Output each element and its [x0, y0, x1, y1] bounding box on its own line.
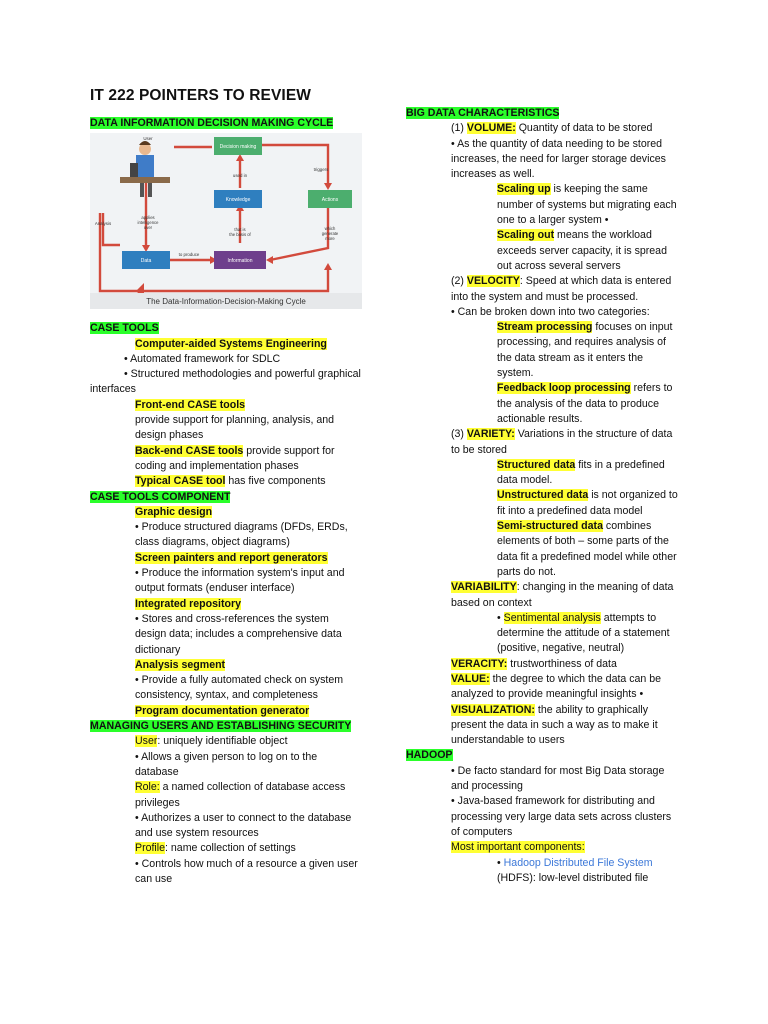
user-label: User — [143, 136, 153, 142]
svg-text:intelligence: intelligence — [137, 220, 159, 226]
user-text: : uniquely identifiable object — [157, 735, 288, 748]
graphic-term: Graphic design — [135, 505, 213, 518]
analysis-term: Analysis segment — [135, 658, 226, 671]
user-term: User — [135, 735, 158, 748]
hdfs-prefix: • — [497, 856, 504, 869]
scaling-out-text: means the workload exceeds server capacity, it is spread out across several servers — [497, 229, 667, 272]
ddm-cycle-diagram — [90, 133, 362, 309]
ddm-heading: DATA INFORMATION DECISION MAKING CYCLE — [90, 117, 334, 129]
unstructured-text: is not organized to fit into a predefined data model — [497, 489, 678, 517]
information-label: Information — [227, 258, 253, 265]
variety-term: VARIETY: — [466, 428, 515, 441]
back-end-term: Back-end CASE tools — [135, 444, 244, 457]
case-bullet-2: • Structured methodologies and powerful graphical interfaces — [90, 368, 361, 396]
svg-text:which: which — [324, 226, 336, 232]
stream-term: Stream processing — [497, 321, 593, 334]
typical-text: has five components — [225, 475, 326, 488]
typical-term: Typical CASE tool — [135, 475, 226, 488]
visualization-term: VISUALIZATION: — [451, 703, 535, 716]
front-end-text: provide support for planning, analysis, and design phases — [135, 414, 335, 442]
decision-making-label: Decision making — [219, 144, 257, 151]
visualization-text: the ability to graphically present the data in such a way as to make it understandable to users — [451, 703, 658, 747]
sentiment-text: attempts to determine the attitude of a statement (positive, negative, neutral) — [497, 611, 670, 655]
components-term: Most important components: — [451, 841, 585, 854]
sentiment-prefix: • — [497, 611, 504, 624]
variability-text: : changing in the meaning of data based on context — [451, 581, 674, 609]
profile-bullet: • Controls how much of a resource a given user can use — [135, 857, 358, 885]
screen-term: Screen painters and report generators — [135, 551, 328, 564]
svg-text:more: more — [325, 236, 335, 242]
stream-text: focuses on input processing, and requires analysis of the data stream as it enters the system. — [497, 321, 673, 380]
case-term: Computer-aided Systems Engineering — [135, 337, 327, 350]
velocity-bullet: • Can be broken down into two categories: — [451, 305, 650, 318]
scaling-out-term: Scaling out — [497, 229, 555, 242]
data-label: Data — [140, 258, 152, 265]
svg-text:generate: generate — [321, 231, 339, 237]
semi-structured-text: combines elements of both – some parts of the data fit a predefined model while other parts do not. — [497, 520, 677, 578]
svg-text:the basis of: the basis of — [229, 232, 251, 238]
variety-prefix: (3) — [451, 428, 467, 441]
hadoop-heading: HADOOP — [406, 749, 453, 762]
svg-text:applies: applies — [141, 215, 155, 221]
volume-text: Quantity of data to be stored — [515, 122, 653, 135]
back-end-text: provide support for coding and implementation phases — [135, 444, 335, 472]
bigdata-heading: BIG DATA CHARACTERISTICS — [406, 107, 560, 119]
components-heading: CASE TOOLS COMPONENT — [90, 490, 231, 503]
svg-text:that is: that is — [234, 227, 246, 233]
user-bullet: • Allows a given person to log on to the database — [135, 750, 318, 778]
profile-text: : name collection of settings — [165, 842, 296, 855]
hdfs-link[interactable]: Hadoop Distributed File System — [503, 856, 653, 869]
feedback-text: refers to the analysis of the data to produce actionable results. — [497, 382, 673, 425]
volume-bullet: • As the quantity of data needing to be stored increases, the need for larger storage devices increases as well. — [451, 137, 666, 181]
velocity-prefix: (2) — [451, 275, 467, 288]
role-term: Role: — [135, 781, 160, 794]
case-bullet-1: • Automated framework for SDLC — [124, 352, 281, 365]
to-produce-label: to produce — [178, 252, 200, 258]
repo-text: • Stores and cross-references the system design data; includes a comprehensive data dictionary — [135, 612, 342, 656]
hdfs-text: (HDFS): low-level distributed file — [497, 871, 649, 884]
knowledge-label: Knowledge — [225, 197, 251, 204]
semi-structured-term: Semi-structured data — [497, 520, 603, 533]
structured-term: Structured data — [497, 458, 576, 471]
analysis-text: • Provide a fully automated check on system consistency, syntax, and completeness — [135, 674, 344, 702]
volume-prefix: (1) — [451, 122, 467, 135]
figure-caption: The Data-Information-Decision-Making Cycle — [146, 297, 306, 307]
role-bullet: • Authorizes a user to connect to the database and use system resources — [135, 811, 352, 840]
variability-term: VARIABILITY — [451, 581, 517, 594]
value-text: the degree to which the data can be analyzed to provide meaningful insights • — [451, 672, 662, 701]
volume-term: VOLUME: — [466, 122, 516, 135]
feedback-term: Feedback loop processing — [497, 382, 631, 395]
right-column — [406, 106, 678, 886]
triggers-label: triggers — [313, 167, 329, 173]
left-column — [90, 86, 362, 887]
velocity-term: VELOCITY — [466, 275, 520, 288]
screen-text: • Produce the information system's input and output formats (enduser interface) — [135, 567, 345, 595]
scaling-up-term: Scaling up — [497, 183, 551, 196]
svg-text:over: over — [143, 225, 153, 231]
front-end-term: Front-end CASE tools — [135, 398, 246, 411]
security-heading: MANAGING USERS AND ESTABLISHING SECURITY — [90, 720, 352, 733]
role-text: a named collection of database access privileges — [135, 781, 346, 809]
hadoop-bullet-1: • De facto standard for most Big Data storage and processing — [451, 764, 665, 793]
repo-term: Integrated repository — [135, 597, 241, 610]
structured-text: fits in a predefined data model. — [497, 458, 665, 487]
variety-text: Variations in the structure of data to be stored — [451, 428, 673, 456]
sentiment-term: Sentimental analysis — [503, 611, 601, 624]
profile-term: Profile — [135, 842, 166, 855]
velocity-text: : Speed at which data is entered into the system and must be processed. — [451, 275, 672, 303]
ddm-cycle-figure — [90, 133, 362, 309]
used-in-label: used in — [232, 173, 248, 179]
generate-arrow — [270, 208, 328, 260]
page-title: IT 222 POINTERS TO REVIEW — [90, 87, 311, 104]
veracity-term: VERACITY: — [451, 657, 508, 670]
program-term: Program documentation generator — [135, 704, 310, 717]
unstructured-term: Unstructured data — [497, 489, 589, 502]
case-tools-heading: CASE TOOLS — [90, 322, 159, 335]
analysis-label: Analysis — [94, 221, 112, 227]
hadoop-bullet-2: • Java-based framework for distributing and processing very large data sets across clusters of computers — [451, 795, 672, 838]
value-term: VALUE: — [451, 672, 490, 685]
triggers-arrow — [262, 145, 328, 185]
veracity-text: trustworthiness of data — [507, 657, 617, 670]
scaling-up-text: is keeping the same number of systems but migrating each one to a larger system • — [497, 183, 677, 227]
graphic-text: • Produce structured diagrams (DFDs, ERDs, class diagrams, object diagrams) — [135, 521, 348, 549]
actions-label: Actions — [321, 197, 339, 204]
